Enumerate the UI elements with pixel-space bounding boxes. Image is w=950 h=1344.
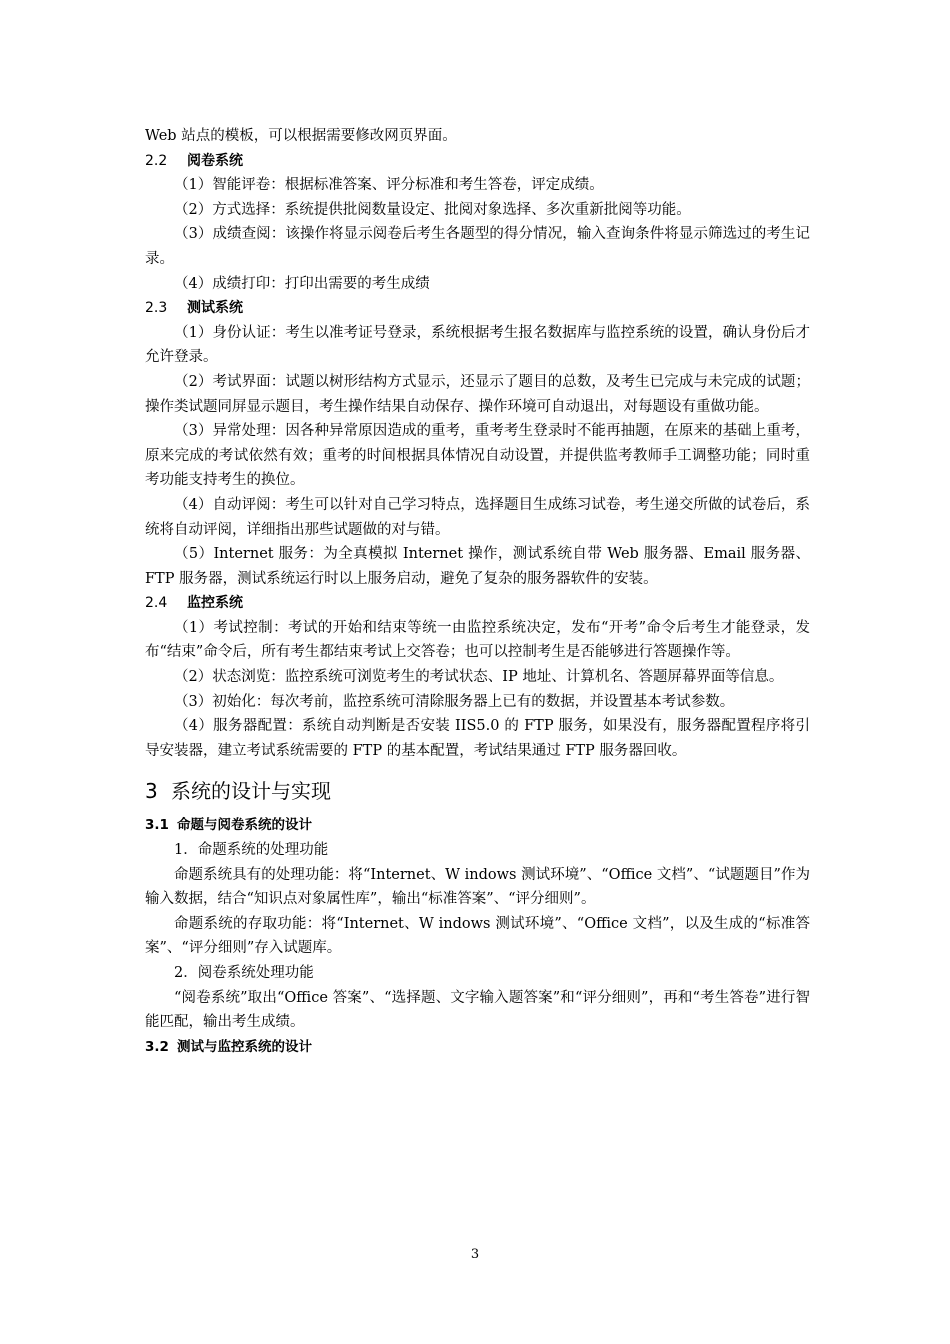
chapter-number: 3 — [145, 779, 158, 804]
section-heading-3-1 — [145, 813, 810, 838]
paragraph: （1）身份认证：考生以准考证号登录，系统根据考生报名数据库与监控系统的设置，确认身份后才允许登录。 — [145, 324, 810, 366]
paragraph: “阅卷系统”取出“Office 答案”、“选择题、文字输入题答案”和“评分细则”，再和“考生答卷”进行智能匹配，输出考生成绩。 — [145, 989, 810, 1031]
chapter-heading-3 — [145, 777, 810, 805]
section-title: 命题与阅卷系统的设计 — [177, 817, 312, 834]
paragraph: Web 站点的模板，可以根据需要修改网页界面。 — [145, 128, 457, 144]
section-number: 3.2 — [145, 1038, 169, 1055]
paragraph: 2．阅卷系统处理功能 — [174, 965, 314, 981]
section-title: 测试与监控系统的设计 — [177, 1038, 312, 1055]
section-heading-2-4 — [145, 591, 810, 616]
paragraph: （4）服务器配置：系统自动判断是否安装 IIS5.0 的 FTP 服务，如果没有，服务器配置程序将引导安装器，建立考试系统需要的 FTP 的基本配置，考试结果通过 FTP 服务器回收。 — [145, 718, 810, 759]
section-number: 2.3 — [145, 300, 168, 317]
section-heading-2-2 — [145, 149, 810, 174]
document-body — [145, 124, 810, 1059]
paragraph: （5）Internet 服务：为全真模拟 Internet 操作，测试系统自带 Web 服务器、Email 服务器、FTP 服务器，测试系统运行时以上服务启动，避免了复杂的服务器软件的安装。 — [145, 546, 810, 587]
paragraph: （2）考试界面：试题以树形结构方式显示，还显示了题目的总数，及考生已完成与未完成的试题；操作类试题同屏显示题目，考生操作结果自动保存、操作环境可自动退出，对每题设有重做功能。 — [145, 373, 810, 415]
paragraph: （2）状态浏览：监控系统可浏览考生的考试状态、IP 地址、计算机名、答题屏幕界面等信息。 — [174, 669, 784, 686]
section-heading-3-2 — [145, 1035, 810, 1060]
paragraph: 命题系统具有的处理功能：将“Internet、W indows 测试环境”、“Office 文档”、“试题题目”作为输入数据，结合“知识点对象属性库”，输出“标准答案”、“评分细则”。 — [145, 866, 810, 908]
section-title: 测试系统 — [187, 300, 243, 317]
section-title: 监控系统 — [187, 595, 243, 612]
section-heading-2-3 — [145, 296, 810, 321]
section-number: 2.2 — [145, 152, 168, 169]
paragraph: （3）成绩查阅：该操作将显示阅卷后考生各题型的得分情况，输入查询条件将显示筛选过的考生记录。 — [145, 226, 810, 267]
paragraph: （3）异常处理：因各种异常原因造成的重考，重考考生登录时不能再抽题，在原来的基础上重考，原来完成的考试依然有效；重考的时间根据具体情况自动设置，并提供监考教师手工调整功能；同时重考功能支持考生的换位。 — [145, 423, 810, 489]
paragraph: （4）成绩打印：打印出需要的考生成绩 — [174, 275, 430, 292]
paragraph: 命题系统的存取功能：将“Internet、W indows 测试环境”、“Office 文档”，以及生成的“标准答案”、“评分细则”存入试题库。 — [145, 915, 810, 957]
paragraph: （4）自动评阅：考生可以针对自己学习特点，选择题目生成练习试卷，考生递交所做的试卷后，系统将自动评阅，详细指出那些试题做的对与错。 — [145, 496, 810, 538]
section-title: 阅卷系统 — [187, 152, 243, 169]
paragraph: （1）智能评卷：根据标准答案、评分标准和考生答卷，评定成绩。 — [174, 177, 604, 194]
page-number: 3 — [470, 1247, 480, 1262]
paragraph: （3）初始化：每次考前，监控系统可清除服务器上已有的数据，并设置基本考试参数。 — [174, 693, 735, 710]
paragraph: （1）考试控制：考试的开始和结束等统一由监控系统决定，发布“开考”命令后考生才能登录，发布“结束”命令后，所有考生都结束考试上交答卷；也可以控制考生是否能够进行答题操作等。 — [145, 619, 810, 661]
section-number: 3.1 — [145, 817, 169, 834]
chapter-title: 系统的设计与实现 — [171, 779, 331, 804]
section-number: 2.4 — [145, 595, 168, 612]
paragraph: （2）方式选择：系统提供批阅数量设定、批阅对象选择、多次重新批阅等功能。 — [174, 201, 691, 218]
paragraph: 1．命题系统的处理功能 — [174, 842, 329, 859]
